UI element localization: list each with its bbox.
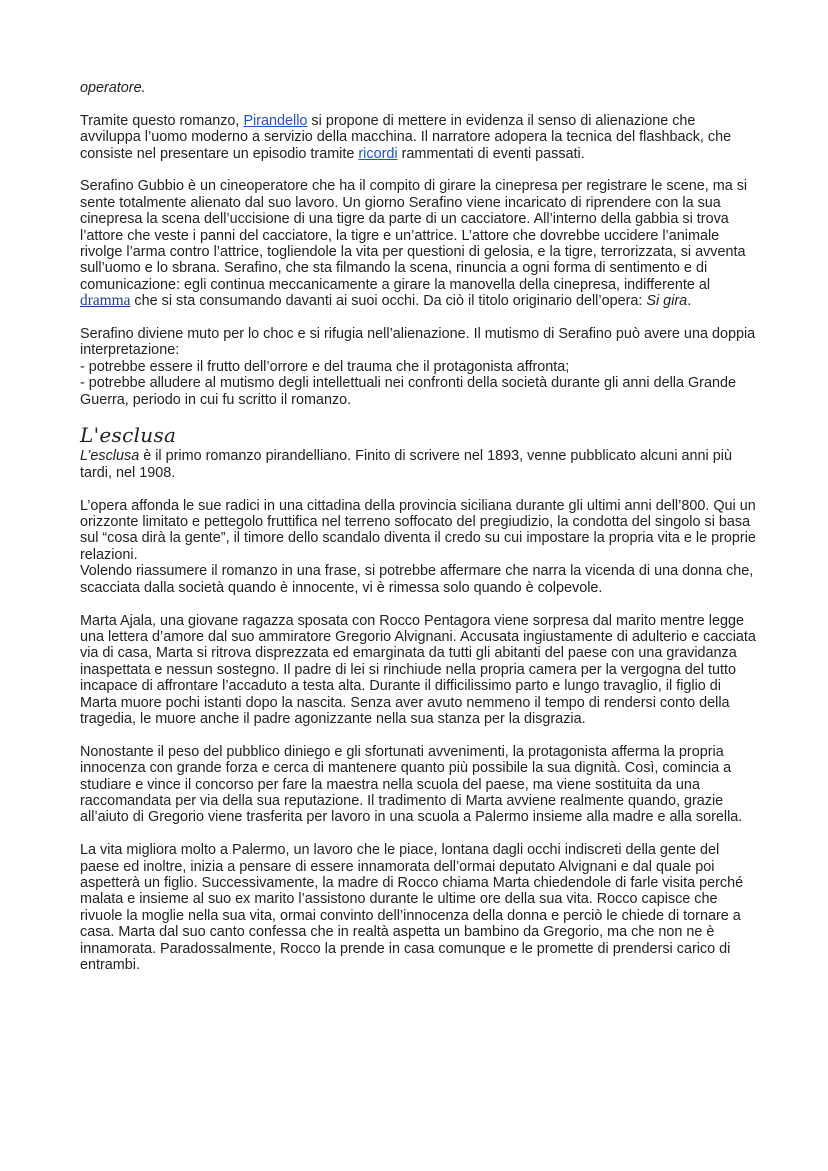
paragraph-text: rammentati di eventi passati. [397,145,585,162]
paragraph-text: . [687,293,692,310]
work-title-lesclusa: L’esclusa [80,448,140,465]
paragraph-alienation [80,113,760,162]
paragraph-text: L’opera affonda le sue radici in una cittadina della provincia siciliana durante gli ultimi anni dell’800. Qui un orizzonte limitato e pettegolo fruttifica nel terreno soffocato del pregiudizio, la condotta del singolo si basa sul “cosa dirà la gente”, il timore dello scandalo diventa il credo su cui impostare la propria vita e le proprie relazioni. [80,497,756,563]
paragraph-text: Serafino Gubbio è un cineoperatore che ha il compito di girare la cinepresa per registrare le scene, ma si sente totalmente alienato dal suo lavoro. Un giorno Serafino viene incaricato di riprendere con la sua cinepresa la scena dell’uccisione di una tigre da parte di un cacciatore. All’interno della gabbia si trova l’attore che veste i panni del cacciatore, la tigre e un’attrice. L’attore che dovrebbe uccidere l’animale rivolge l’arma contro l’attrice, togliendole la vita per questioni di gelosia, e la tigre, terrorizzata, si avventa sull’uomo e lo sbrana. Serafino, che sta filmando la scena, rinuncia a ogni forma di sentimento e di comunicazione: egli continua meccanicamente a girare la manovella della cinepresa, indifferente al [80,178,748,293]
paragraph-text: Tramite questo romanzo, [80,112,244,129]
paragraph-lesclusa-intro [80,448,760,481]
paragraph-palermo: La vita migliora molto a Palermo, un lavoro che le piace, lontana dagli occhi indiscreti della gente del paese ed inoltre, inizia a pensare di essere innamorata dell’ormai deputato Alvignani e dal quale poi aspetterà un figlio. Successivamente, la madre di Rocco chiama Marta chiedendole di farle visita perché malata e insieme al suo ex marito l’assistono durante le ultime ore della sua vita. Rocco capisce che rivuole la moglie nella sua vita, ormai convinto dell’innocenza della donna e perciò le chiede di tornare a casa. Marta dal suo canto confessa che in realtà aspetta un bambino da Gregorio, ma che non ne è innamorata. Paradossalmente, Rocco la prende in casa comunque e le promette di prendersi carico di entrambi. [80,842,744,973]
list-item: - potrebbe essere il frutto dell’orrore e del trauma che il protagonista affronta; [80,358,570,375]
paragraph-text: è il primo romanzo pirandelliano. Finito di scrivere nel 1893, venne pubblicato alcuni anni più tardi, nel 1908. [80,448,732,481]
mutismo-intro: Serafino diviene muto per lo choc e si rifugia nell’alienazione. Il mutismo di Serafino può avere una doppia interpretazione: [80,326,756,359]
paragraph-serafino [80,178,760,309]
intro-operatore: operatore. [80,80,146,96]
link-pirandello[interactable]: Pirandello [243,112,308,129]
paragraph-text: si propone di mettere in evidenza il senso di alienazione che avviluppa l’uomo moderno a servizio della macchina. Il narratore adopera la tecnica del flashback, che consiste nel presentare un episodio tramite [80,112,732,162]
work-title-si-gira: Si gira [646,293,688,310]
paragraph-mutismo [80,326,760,408]
link-ricordi[interactable]: ricordi [358,145,398,162]
link-dramma[interactable]: dramma [80,292,131,310]
paragraph-marta: Marta Ajala, una giovane ragazza sposata con Rocco Pentagora viene sorpresa dal marito mentre legge una lettera d’amore dal suo ammiratore Gregorio Alvignani. Accusata ingiustamente di adulterio e cacciata via di casa, Marta si ritrova disprezzata ed emarginata da tutti gli abitanti del paese con una gravidanza inaspettata e nessun sostegno. Il padre di lei si rinchiude nella propria camera per la vergogna del tutto incapace di affrontare l’accaduto a testa alta. Durante il difficilissimo parto e lungo travaglio, il figlio di Marta muore pochi istanti dopo la nascita. Senza aver avuto nemmeno il tempo di rendersi conto della tragedia, le muore anche il padre agonizzante nella sua stanza per la disgrazia. [80,612,756,727]
paragraph-text: che si sta consumando davanti ai suoi occhi. Da ciò il titolo originario dell’opera: [130,293,647,310]
document-page [80,80,760,990]
section-heading-lesclusa: L'esclusa [80,423,177,448]
paragraph-innocenza: Nonostante il peso del pubblico diniego e gli sfortunati avvenimenti, la protagonista afferma la propria innocenza con grande forza e cerca di mantenere quanto più possibile la sua dignità. Così, comincia a studiare e vince il concorso per fare la maestra nella scuola del paese, ma viene sostituita da una raccomandata per via della sua reputazione. Il tradimento di Marta avviene realmente quando, grazie all’aiuto di Gregorio viene trasferita per lavoro in una scuola a Palermo insieme alla madre e alla sorella. [80,743,743,826]
intro-fragment [80,80,760,96]
paragraph-setting [80,498,760,596]
list-item: - potrebbe alludere al mutismo degli intellettuali nei confronti della società durante gli anni della Grande Guerra, periodo in cui fu scritto il romanzo. [80,375,736,408]
paragraph-text: Volendo riassumere il romanzo in una frase, si potrebbe affermare che narra la vicenda di una donna che, scacciata dalla società quando è innocente, vi è rimessa solo quando è colpevole. [80,563,754,596]
